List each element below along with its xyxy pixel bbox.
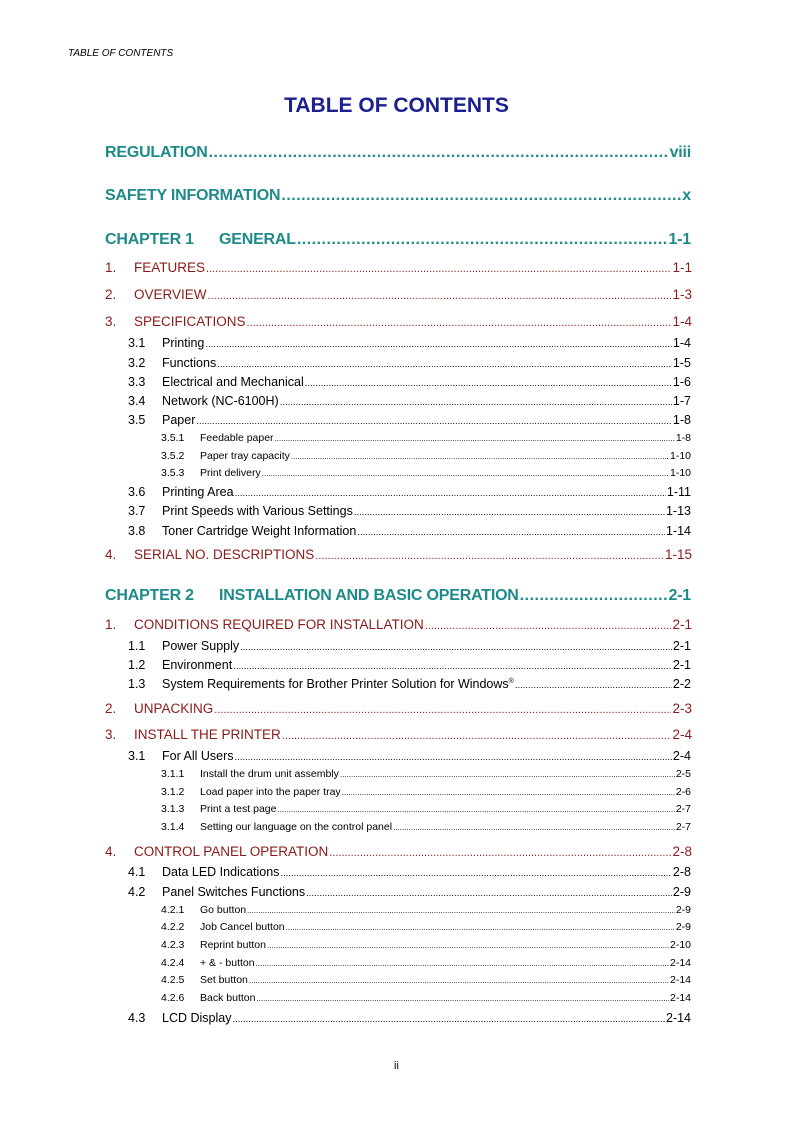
toc-entry-page: 1-4 <box>672 314 692 329</box>
dot-leader <box>214 704 671 716</box>
toc-entry-title: Install the drum unit assembly <box>200 768 339 780</box>
toc-entry-title: Go button <box>200 904 247 916</box>
toc-entry-title: Load paper into the paper tray <box>200 786 341 798</box>
toc-entry-subsub[interactable] <box>161 786 691 798</box>
toc-entry-title: SAFETY INFORMATION <box>105 187 281 204</box>
toc-entry-number: 3.2 <box>128 356 146 370</box>
toc-entry-number: 3.1 <box>128 749 146 763</box>
toc-entry-number: 3.7 <box>128 504 146 518</box>
dot-leader <box>247 906 675 915</box>
toc-entry-page: viii <box>669 144 691 161</box>
dot-leader <box>297 231 668 249</box>
toc-entry-sub[interactable] <box>128 336 691 350</box>
toc-entry-page: 2-14 <box>665 1011 691 1025</box>
dot-leader <box>515 680 672 691</box>
toc-entry-page: 2-7 <box>675 803 691 815</box>
dot-leader <box>235 752 672 763</box>
toc-entry-number: 4.2 <box>128 885 146 899</box>
toc-entry-number: 4.2.2 <box>161 921 185 933</box>
toc-entry-number: 3.1.4 <box>161 821 185 833</box>
dot-leader <box>249 976 669 985</box>
toc-entry-title: System Requirements for Brother Printer Solution for Windows® <box>162 677 514 691</box>
toc-entry-number: CHAPTER 1 <box>105 231 194 248</box>
toc-entry-number: 3.1.3 <box>161 803 185 815</box>
dot-leader <box>425 620 672 632</box>
dot-leader <box>305 378 672 389</box>
toc-entry-page: 1-10 <box>669 450 691 462</box>
toc-entry-title: Feedable paper <box>200 432 274 444</box>
toc-entry-sub[interactable] <box>128 677 691 691</box>
toc-entry-page: 1-8 <box>675 432 691 444</box>
toc-entry-page: 1-13 <box>665 504 691 518</box>
toc-entry-sub[interactable] <box>128 749 691 763</box>
toc-entry-page: 2-5 <box>675 768 691 780</box>
toc-entry-title: CONDITIONS REQUIRED FOR INSTALLATION <box>134 617 424 632</box>
toc-entry-number: 4.2.1 <box>161 904 185 916</box>
toc-entry-title: Toner Cartridge Weight Information <box>162 524 357 538</box>
toc-entry-title: LCD Display <box>162 1011 232 1025</box>
toc-entry-subsub[interactable] <box>161 921 691 933</box>
toc-entry-page: 2-10 <box>669 939 691 951</box>
toc-entry-page: 2-14 <box>669 992 691 1004</box>
toc-entry-page: 2-9 <box>672 885 691 899</box>
toc-entry-number: 4.2.5 <box>161 974 185 986</box>
toc-entry-title: Print delivery <box>200 467 261 479</box>
registered-mark: ® <box>508 677 514 685</box>
toc-entry-title: Paper <box>162 413 196 427</box>
toc-entry-title: Paper tray capacity <box>200 450 290 462</box>
toc-entry-number: 3.1 <box>128 336 146 350</box>
dot-leader <box>282 730 672 742</box>
toc-entry-page: 1-1 <box>672 260 692 275</box>
toc-entry-page: 2-1 <box>672 658 691 672</box>
dot-leader <box>256 994 669 1003</box>
toc-entry-number: 3.1.1 <box>161 768 185 780</box>
toc-entry-sub[interactable] <box>128 658 691 672</box>
toc-entry-chapter[interactable] <box>105 231 691 249</box>
dot-leader <box>208 290 672 302</box>
toc-entry-title: Network (NC-6100H) <box>162 394 279 408</box>
toc-entry-page: 1-7 <box>672 394 691 408</box>
toc-entry-page: 1-10 <box>669 467 691 479</box>
toc-entry-number: 4.1 <box>128 865 146 879</box>
dot-leader <box>235 488 666 499</box>
dot-leader <box>342 788 675 797</box>
toc-entry-page: x <box>682 187 691 204</box>
dot-leader <box>280 868 671 879</box>
toc-entry-page: 1-15 <box>664 547 692 562</box>
page-number: ii <box>394 1060 399 1072</box>
toc-entry-page: 2-9 <box>675 921 691 933</box>
toc-entry-number: 4.2.6 <box>161 992 185 1004</box>
toc-entry-title: Electrical and Mechanical <box>162 375 304 389</box>
toc-entry-page: 2-1 <box>668 587 691 604</box>
toc-entry-number: 3.5.1 <box>161 432 185 444</box>
dot-leader <box>267 941 669 950</box>
dot-leader <box>205 339 672 350</box>
dot-leader <box>286 923 675 932</box>
dot-leader <box>209 144 669 162</box>
toc-entry-section[interactable] <box>105 260 692 275</box>
toc-entry-title: Printing Area <box>162 485 234 499</box>
toc-entry-title: INSTALLATION AND BASIC OPERATION <box>219 587 519 604</box>
toc-entry-number: 2. <box>105 287 117 302</box>
toc-entry-title: Set button <box>200 974 248 986</box>
toc-entry-title: UNPACKING <box>134 701 214 716</box>
toc-entry-subsub[interactable] <box>161 939 691 951</box>
toc-entry-title: Data LED Indications <box>162 865 280 879</box>
dot-leader <box>277 805 674 814</box>
toc-entry-number: 3. <box>105 727 117 742</box>
toc-entry-title: Setting our language on the control panel <box>200 821 393 833</box>
toc-entry-page: 1-14 <box>665 524 691 538</box>
toc-entry-number: 3.5 <box>128 413 146 427</box>
dot-leader <box>275 434 675 443</box>
toc-entry-number: 3.1.2 <box>161 786 185 798</box>
toc-entry-number: 1. <box>105 617 117 632</box>
toc-entry-number: 3.5.3 <box>161 467 185 479</box>
toc-entry-sub[interactable] <box>128 356 691 370</box>
toc-entry-page: 1-1 <box>668 231 691 248</box>
toc-entry-sub[interactable] <box>128 524 691 538</box>
toc-entry-top[interactable] <box>105 144 691 162</box>
dot-leader <box>520 587 668 605</box>
dot-leader <box>315 550 664 562</box>
toc-entry-page: 2-8 <box>672 865 691 879</box>
toc-entry-sub[interactable] <box>128 375 691 389</box>
toc-entry-subsub[interactable] <box>161 957 691 969</box>
toc-entry-number: 4. <box>105 547 117 562</box>
toc-entry-chapter[interactable] <box>105 587 691 605</box>
toc-entry-title: OVERVIEW <box>134 287 207 302</box>
dot-leader <box>232 1014 665 1025</box>
toc-entry-title: Reprint button <box>200 939 266 951</box>
toc-entry-number: 1.2 <box>128 658 146 672</box>
toc-entry-title: SPECIFICATIONS <box>134 314 246 329</box>
toc-entry-page: 2-9 <box>675 904 691 916</box>
toc-entry-sub[interactable] <box>128 1011 691 1025</box>
toc-entry-section[interactable] <box>105 701 692 716</box>
toc-entry-title: GENERAL <box>219 231 296 248</box>
running-head: TABLE OF CONTENTS <box>68 48 174 59</box>
toc-entry-section[interactable] <box>105 617 692 632</box>
toc-entry-number: 3. <box>105 314 117 329</box>
toc-entry-page: 2-14 <box>669 957 691 969</box>
toc-entry-section[interactable] <box>105 727 692 742</box>
toc-entry-title: SERIAL NO. DESCRIPTIONS <box>134 547 315 562</box>
dot-leader <box>280 397 672 408</box>
dot-leader <box>217 359 672 370</box>
toc-entry-title: Power Supply <box>162 639 240 653</box>
toc-entry-subsub[interactable] <box>161 432 691 444</box>
toc-entry-subsub[interactable] <box>161 992 691 1004</box>
dot-leader <box>196 416 672 427</box>
dot-leader <box>233 661 672 672</box>
toc-entry-sub[interactable] <box>128 413 691 427</box>
toc-entry-page: 1-3 <box>672 287 692 302</box>
dot-leader <box>256 959 669 968</box>
toc-entry-page: 2-3 <box>672 701 692 716</box>
toc-entry-title: CONTROL PANEL OPERATION <box>134 844 329 859</box>
toc-entry-sub[interactable] <box>128 394 691 408</box>
dot-leader <box>329 847 671 859</box>
toc-entry-page: 2-6 <box>675 786 691 798</box>
toc-entry-subsub[interactable] <box>161 768 691 780</box>
dot-leader <box>262 469 669 478</box>
toc-entry-title: Back button <box>200 992 256 1004</box>
toc-entry-page: 2-4 <box>672 749 691 763</box>
toc-entry-title: + & - button <box>200 957 255 969</box>
toc-entry-number: 1.1 <box>128 639 146 653</box>
toc-entry-title: Print a test page <box>200 803 277 815</box>
toc-entry-title: Functions <box>162 356 217 370</box>
toc-entry-subsub[interactable] <box>161 904 691 916</box>
toc-entry-number: 3.6 <box>128 485 146 499</box>
dot-leader <box>247 317 672 329</box>
toc-entry-number: 4.2.4 <box>161 957 185 969</box>
dot-leader <box>291 452 669 461</box>
toc-entry-sub[interactable] <box>128 485 691 499</box>
page-title: TABLE OF CONTENTS <box>284 94 509 117</box>
toc-entry-subsub[interactable] <box>161 821 691 833</box>
toc-entry-sub[interactable] <box>128 504 691 518</box>
toc-entry-section[interactable] <box>105 287 692 302</box>
dot-leader <box>354 507 665 518</box>
toc-entry-number: 1.3 <box>128 677 146 691</box>
toc-entry-sub[interactable] <box>128 865 691 879</box>
toc-entry-page: 1-5 <box>672 356 691 370</box>
toc-entry-title: Panel Switches Functions <box>162 885 306 899</box>
toc-entry-page: 1-6 <box>672 375 691 389</box>
toc-entry-number: 4.2.3 <box>161 939 185 951</box>
toc-entry-number: 4.3 <box>128 1011 146 1025</box>
toc-entry-page: 2-7 <box>675 821 691 833</box>
toc-entry-page: 1-4 <box>672 336 691 350</box>
toc-entry-page: 2-2 <box>672 677 691 691</box>
toc-entry-title: INSTALL THE PRINTER <box>134 727 281 742</box>
dot-leader <box>206 263 671 275</box>
toc-entry-subsub[interactable] <box>161 467 691 479</box>
toc-entry-page: 2-1 <box>672 639 691 653</box>
toc-entry-section[interactable] <box>105 314 692 329</box>
dot-leader <box>281 187 681 205</box>
toc-entry-number: CHAPTER 2 <box>105 587 194 604</box>
dot-leader <box>240 642 672 653</box>
toc-entry-title: Job Cancel button <box>200 921 285 933</box>
toc-entry-subsub[interactable] <box>161 974 691 986</box>
toc-entry-subsub[interactable] <box>161 450 691 462</box>
toc-entry-sub[interactable] <box>128 885 691 899</box>
toc-entry-title: REGULATION <box>105 144 208 161</box>
toc-entry-title: Printing <box>162 336 205 350</box>
toc-entry-page: 1-11 <box>666 485 691 499</box>
toc-entry-number: 3.3 <box>128 375 146 389</box>
toc-entry-section[interactable] <box>105 844 692 859</box>
toc-entry-sub[interactable] <box>128 639 691 653</box>
toc-entry-page: 2-4 <box>672 727 692 742</box>
toc-entry-number: 4. <box>105 844 117 859</box>
toc-entry-subsub[interactable] <box>161 803 691 815</box>
toc-entry-title: Environment <box>162 658 233 672</box>
dot-leader <box>393 823 675 832</box>
toc-entry-page: 2-8 <box>672 844 692 859</box>
toc-entry-title: FEATURES <box>134 260 206 275</box>
toc-entry-page: 2-1 <box>672 617 692 632</box>
toc-entry-page: 1-8 <box>672 413 691 427</box>
toc-entry-top[interactable] <box>105 187 691 205</box>
toc-entry-page: 2-14 <box>669 974 691 986</box>
toc-entry-number: 2. <box>105 701 117 716</box>
dot-leader <box>306 888 672 899</box>
toc-entry-number: 1. <box>105 260 117 275</box>
toc-entry-number: 3.5.2 <box>161 450 185 462</box>
dot-leader <box>340 770 675 779</box>
toc-entry-title: For All Users <box>162 749 234 763</box>
dot-leader <box>357 527 665 538</box>
toc-entry-number: 3.4 <box>128 394 146 408</box>
toc-entry-title: Print Speeds with Various Settings <box>162 504 353 518</box>
toc-entry-section[interactable] <box>105 547 692 562</box>
toc-entry-number: 3.8 <box>128 524 146 538</box>
